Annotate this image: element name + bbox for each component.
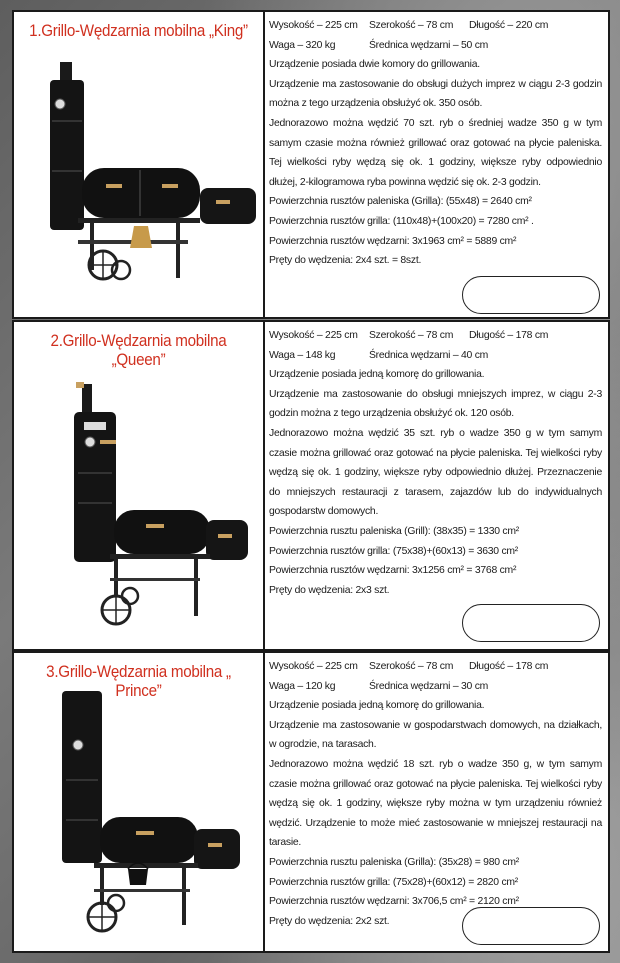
spec-line: Powierzchnia rusztów wędzarni: 3x1256 cm² = 3768 cm² xyxy=(269,565,517,577)
spec-weight: Waga – 320 kg xyxy=(269,39,336,51)
product-specs xyxy=(265,653,608,951)
spec-line: Urządzenie ma zastosowanie do obsługi dużych imprez w ciągu 2-3 godzin można z tego urządzenia obsłużyć ok. 350 osób. xyxy=(269,78,602,110)
spec-width: Szerokość – 78 cm xyxy=(369,661,454,672)
spec-line: Powierzchnia rusztu paleniska (Grill): (38x35) = 1330 cm² xyxy=(269,525,519,537)
product-title: 1.Grillo-Wędzarnia mobilna „King” xyxy=(29,22,248,40)
spec-length: Długość – 178 cm xyxy=(469,661,549,672)
price-box xyxy=(462,907,600,945)
spec-line: Powierzchnia rusztów wędzarni: 3x706,5 cm² = 2120 cm² xyxy=(269,896,519,908)
grill-smoker-queen-image xyxy=(54,382,254,627)
spec-length: Długość – 220 cm xyxy=(469,20,549,31)
grill-smoker-prince-image xyxy=(44,689,259,934)
spec-line: Powierzchnia rusztów grilla: (110x48)+(100x20) = 7280 cm² . xyxy=(269,215,534,227)
spec-line: Pręty do wędzenia: 2x4 szt. = 8szt. xyxy=(269,255,422,267)
price-box xyxy=(462,604,600,642)
spec-line: Pręty do wędzenia: 2x2 szt. xyxy=(269,915,390,927)
spec-diameter: Średnica wędzarni – 40 cm xyxy=(369,349,489,361)
spec-width: Szerokość – 78 cm xyxy=(369,20,454,31)
spec-line: Powierzchnia rusztów wędzarni: 3x1963 cm² = 5889 cm² xyxy=(269,235,517,247)
spec-line: Powierzchnia rusztu paleniska (Grilla): (35x28) = 980 cm² xyxy=(269,856,519,868)
spec-width: Szerokość – 78 cm xyxy=(369,330,454,341)
spec-line: Pręty do wędzenia: 2x3 szt. xyxy=(269,584,390,596)
spec-height: Wysokość – 225 cm xyxy=(269,330,358,341)
spec-line: Powierzchnia rusztów grilla: (75x28)+(60x12) = 2820 cm² xyxy=(269,876,519,888)
spec-height: Wysokość – 225 cm xyxy=(269,661,358,672)
spec-weight: Waga – 148 kg xyxy=(269,349,336,361)
spec-weight: Waga – 120 kg xyxy=(269,680,336,692)
spec-diameter: Średnica wędzarni – 50 cm xyxy=(369,39,489,51)
spec-length: Długość – 178 cm xyxy=(469,330,549,341)
spec-line: Urządzenie posiada jedną komorę do grillowania. xyxy=(269,700,485,712)
grill-smoker-king-image xyxy=(38,60,262,285)
product-image-panel xyxy=(14,12,265,317)
spec-line: Jednorazowo można wędzić 35 szt. ryb o wadze 350 g w tym samym czasie można grillować oraz gotować na płycie paleniska. Tej wielkości ryby wędzą się ok. 1 godziny, większe ryby odpowiednio dłużej. Przeznaczenie do mniejszych restauracji z tarasem, zajazdów lub do indywidualnych gospodarstw domowych. xyxy=(269,427,602,518)
spec-line: Urządzenie posiada jedną komorę do grillowania. xyxy=(269,369,485,381)
product-card-queen xyxy=(12,320,610,651)
spec-line: Powierzchnia rusztów grilla: (75x38)+(60x13) = 3630 cm² xyxy=(269,545,519,557)
spec-line: Urządzenie ma zastosowanie do obsługi mniejszych imprez, w ciągu 2-3 godzin można z tego urządzenia obsłużyć ok. 120 osób. xyxy=(269,388,602,420)
spec-line: Urządzenie posiada dwie komory do grillowania. xyxy=(269,59,480,71)
price-box xyxy=(462,276,600,314)
product-specs xyxy=(265,322,608,649)
spec-height: Wysokość – 225 cm xyxy=(269,20,358,31)
product-title: 3.Grillo-Wędzarnia mobilna „ Prince” xyxy=(46,663,231,700)
product-specs xyxy=(265,12,608,317)
product-image-panel xyxy=(14,653,265,951)
spec-line: Jednorazowo można wędzić 70 szt. ryb o średniej wadze 350 g w tym samym czasie można również grillować oraz gotować na płycie paleniska. Tej wielkości ryby wędzą się ok. 1 godziny, większe ryby odpowiednio dłużej, 2-kilogramowa ryba powinna wędzić się ok. 2-3 godzin. xyxy=(269,117,602,188)
product-card-king xyxy=(12,10,610,319)
spec-line: Jednorazowo można wędzić 18 szt. ryb o wadze 350 g, w tym samym czasie można grillować oraz gotować na płycie paleniska. Tej wielkości ryby wędzą się ok. 1 godziny, większe ryby można w tym urządzeniu również wędzić. Urządzenie to może mieć zastosowanie w mniejszej restauracji na tarasie. xyxy=(269,758,602,849)
product-image-panel xyxy=(14,322,265,649)
product-card-prince xyxy=(12,651,610,953)
product-title: 2.Grillo-Wędzarnia mobilna „Queen” xyxy=(50,332,227,369)
spec-line: Powierzchnia rusztów paleniska (Grilla): (55x48) = 2640 cm² xyxy=(269,196,532,208)
spec-diameter: Średnica wędzarni – 30 cm xyxy=(369,680,489,692)
spec-line: Urządzenie ma zastosowanie w gospodarstwach domowych, na działkach, w ogrodzie, na tarasach. xyxy=(269,719,602,751)
